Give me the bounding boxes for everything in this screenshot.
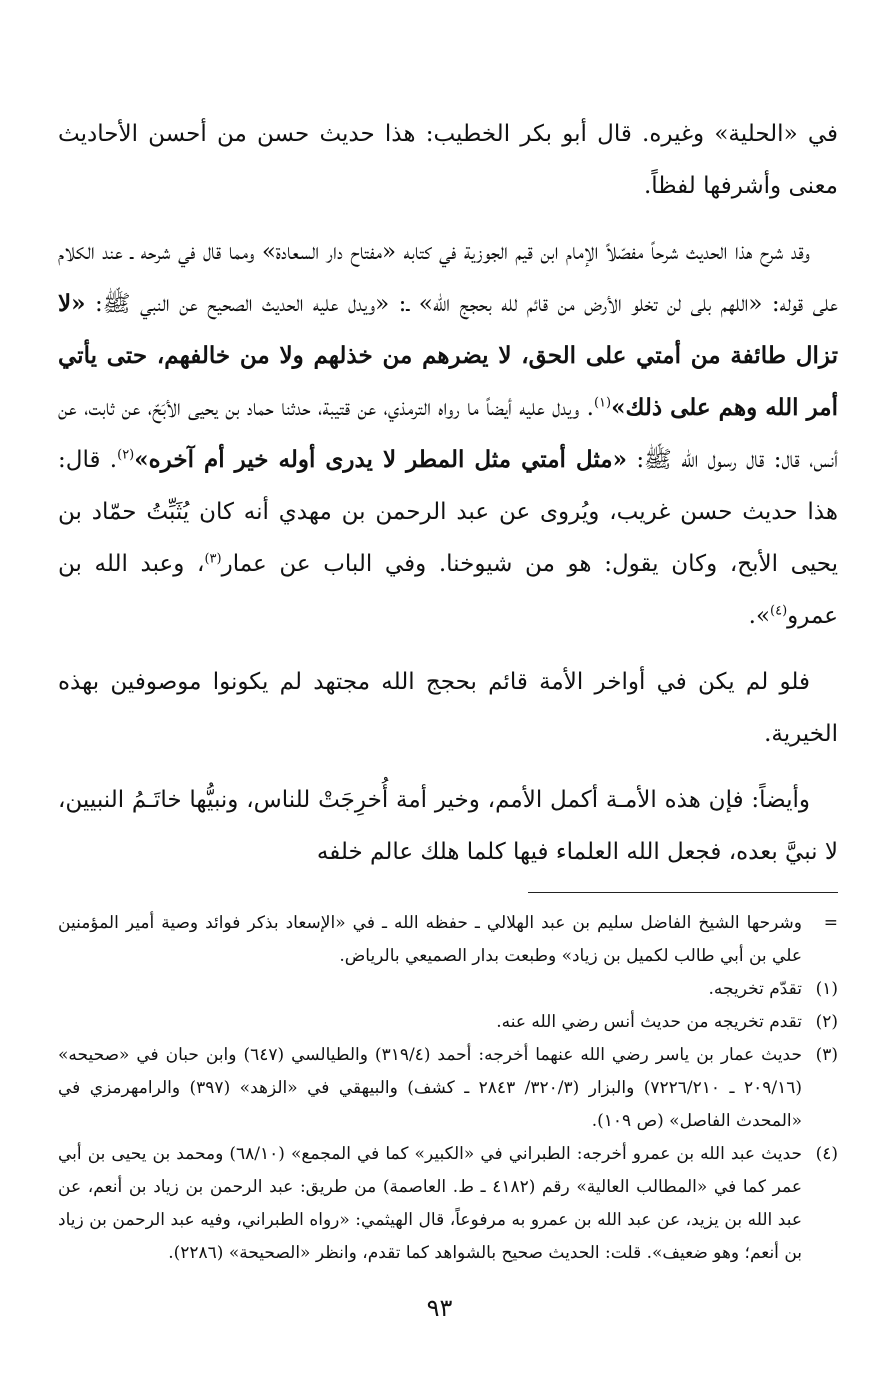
footnote-text: حديث عبد الله بن عمرو أخرجه: الطبراني في «الكبير» كما في المجمع» (٦٨/١٠) ومحمد بن يحيى بن أبي عمر كما في «المطالب العالية» رقم (٤١٨٢ ـ ط. العاصمة) من طريق: عبد الرحمن بن زياد بن أنعم، عن عبد الله بن يزيد، عن عبد الله بن عمرو به مرفوعاً، قال الهيثمي: «رواه الطبراني، وفيه عبد الرحمن بن زياد بن أنعم؛ وهو ضعيف». قلت: الحديث صحيح بالشواهد كما تقدم، وانظر «الصحيحة» (٢٢٨٦). xyxy=(58,1144,803,1263)
footnote-1 xyxy=(58,973,838,1006)
paragraph-2 xyxy=(58,226,838,642)
footnote-ref-2: (٢) xyxy=(117,447,135,463)
footnote-text: حديث عمار بن ياسر رضي الله عنهما أخرجه: أحمد (٣١٩/٤) والطيالسي (٦٤٧) وابن حبان في «صحيحه» (٢٠٩/١٦ ـ ٧٢٢٦/٢١٠) والبزار (٣٢٠/٣/ ٢٨٤٣ ـ كشف) والبيهقي في «الزهد» (٣٩٧) والرامهرمزي في «المحدث الفاصل» (ص ١٠٩). xyxy=(58,1045,802,1131)
main-text xyxy=(58,108,838,878)
page-number: ٩٣ xyxy=(426,1294,453,1322)
footnote-3 xyxy=(58,1039,838,1138)
footnote-marker: (١) xyxy=(815,979,838,999)
footnote-marker: (٣) xyxy=(815,1045,838,1065)
paragraph-1: في «الحلية» وغيره. قال أبو بكر الخطيب: هذا حديث حسن من أحسن الأحاديث معنى وأشرفها لفظاً. xyxy=(58,121,838,199)
footnote-marker: = xyxy=(823,913,838,933)
footnote-marker: (٢) xyxy=(815,1012,838,1032)
page-body xyxy=(58,108,838,1270)
paragraph-4-text: وأيضاً: فإن هذه الأمـة أكمل الأمم، وخير أمة أُخرِجَتْ للناس، ونبيُّها خاتَـمُ النبيين، لا نبيَّ بعده، فجعل الله العلماء فيها كلما هلك عالم خلفه xyxy=(58,787,838,865)
footnote-continued xyxy=(58,907,838,973)
footnote-4 xyxy=(58,1138,838,1270)
footnote-text: تقدّم تخريجه. xyxy=(708,979,802,999)
paragraph-2-middle: . ويدل عليه أيضاً ما رواه الترمذي، عن قتيبة، حدثنا حماد بن يحيى الأبَحّ، عن ثابت، عن أنس، قال: قال رسول الله ﷺ: xyxy=(58,395,838,473)
footnote-ref-3: (٣) xyxy=(204,551,222,567)
paragraph-2-intro: وقد شرح هذا الحديث شرحاً مفصّلاً الإمام ابن قيم الجوزية في كتابه «مفتاح دار السعادة» ومما قال في شرحه ـ عند الكلام على قوله: «اللهم بلى لن تخلو الأرض من قائم لله بحجج الله» ـ: «ويدل عليه الحديث الصحيح عن النبي ﷺ: xyxy=(58,239,838,317)
footnote-ref-1: (١) xyxy=(593,395,612,411)
paragraph-2-end-3: ». xyxy=(748,603,771,629)
hadith-quote-1: «لا تزال طائفة من أمتي على الحق، لا يضرهم من خذلهم ولا من خالفهم، حتى يأتي أمر الله وهم على ذلك» xyxy=(58,290,838,421)
footnote-ref-4: (٤) xyxy=(770,603,788,619)
paragraph-3 xyxy=(58,656,838,760)
footnote-text: وشرحها الشيخ الفاضل سليم بن عبد الهلالي ـ حفظه الله ـ في «الإسعاد بذكر فوائد وصية أمير المؤمنين علي بن أبي طالب لكميل بن زياد» وطبعت بدار الصميعي بالرياض. xyxy=(58,913,802,966)
paragraph-4 xyxy=(58,774,838,878)
paragraph-2-end-2: ، وعبد الله بن عمرو xyxy=(58,551,838,629)
footnote-text: تقدم تخريجه من حديث أنس رضي الله عنه. xyxy=(496,1012,802,1032)
hadith-quote-2: «مثل أمتي مثل المطر لا يدرى أوله خير أم آخره» xyxy=(134,446,627,473)
footnotes xyxy=(58,907,838,1270)
footnote-marker: (٤) xyxy=(815,1144,838,1164)
paragraph-2-end: . قال: هذا حديث حسن غريب، ويُروى عن عبد الرحمن بن مهدي أنه كان يُثَبِّتُ حمّاد بن يحيى الأبح، وكان يقول: هو من شيوخنا. وفي الباب عن عمار xyxy=(58,447,839,577)
paragraph-3-text: فلو لم يكن في أواخر الأمة قائم بحجج الله مجتهد لم يكونوا موصوفين بهذه الخيرية. xyxy=(58,669,838,747)
footnote-2 xyxy=(58,1006,838,1039)
footnote-separator xyxy=(528,892,838,893)
